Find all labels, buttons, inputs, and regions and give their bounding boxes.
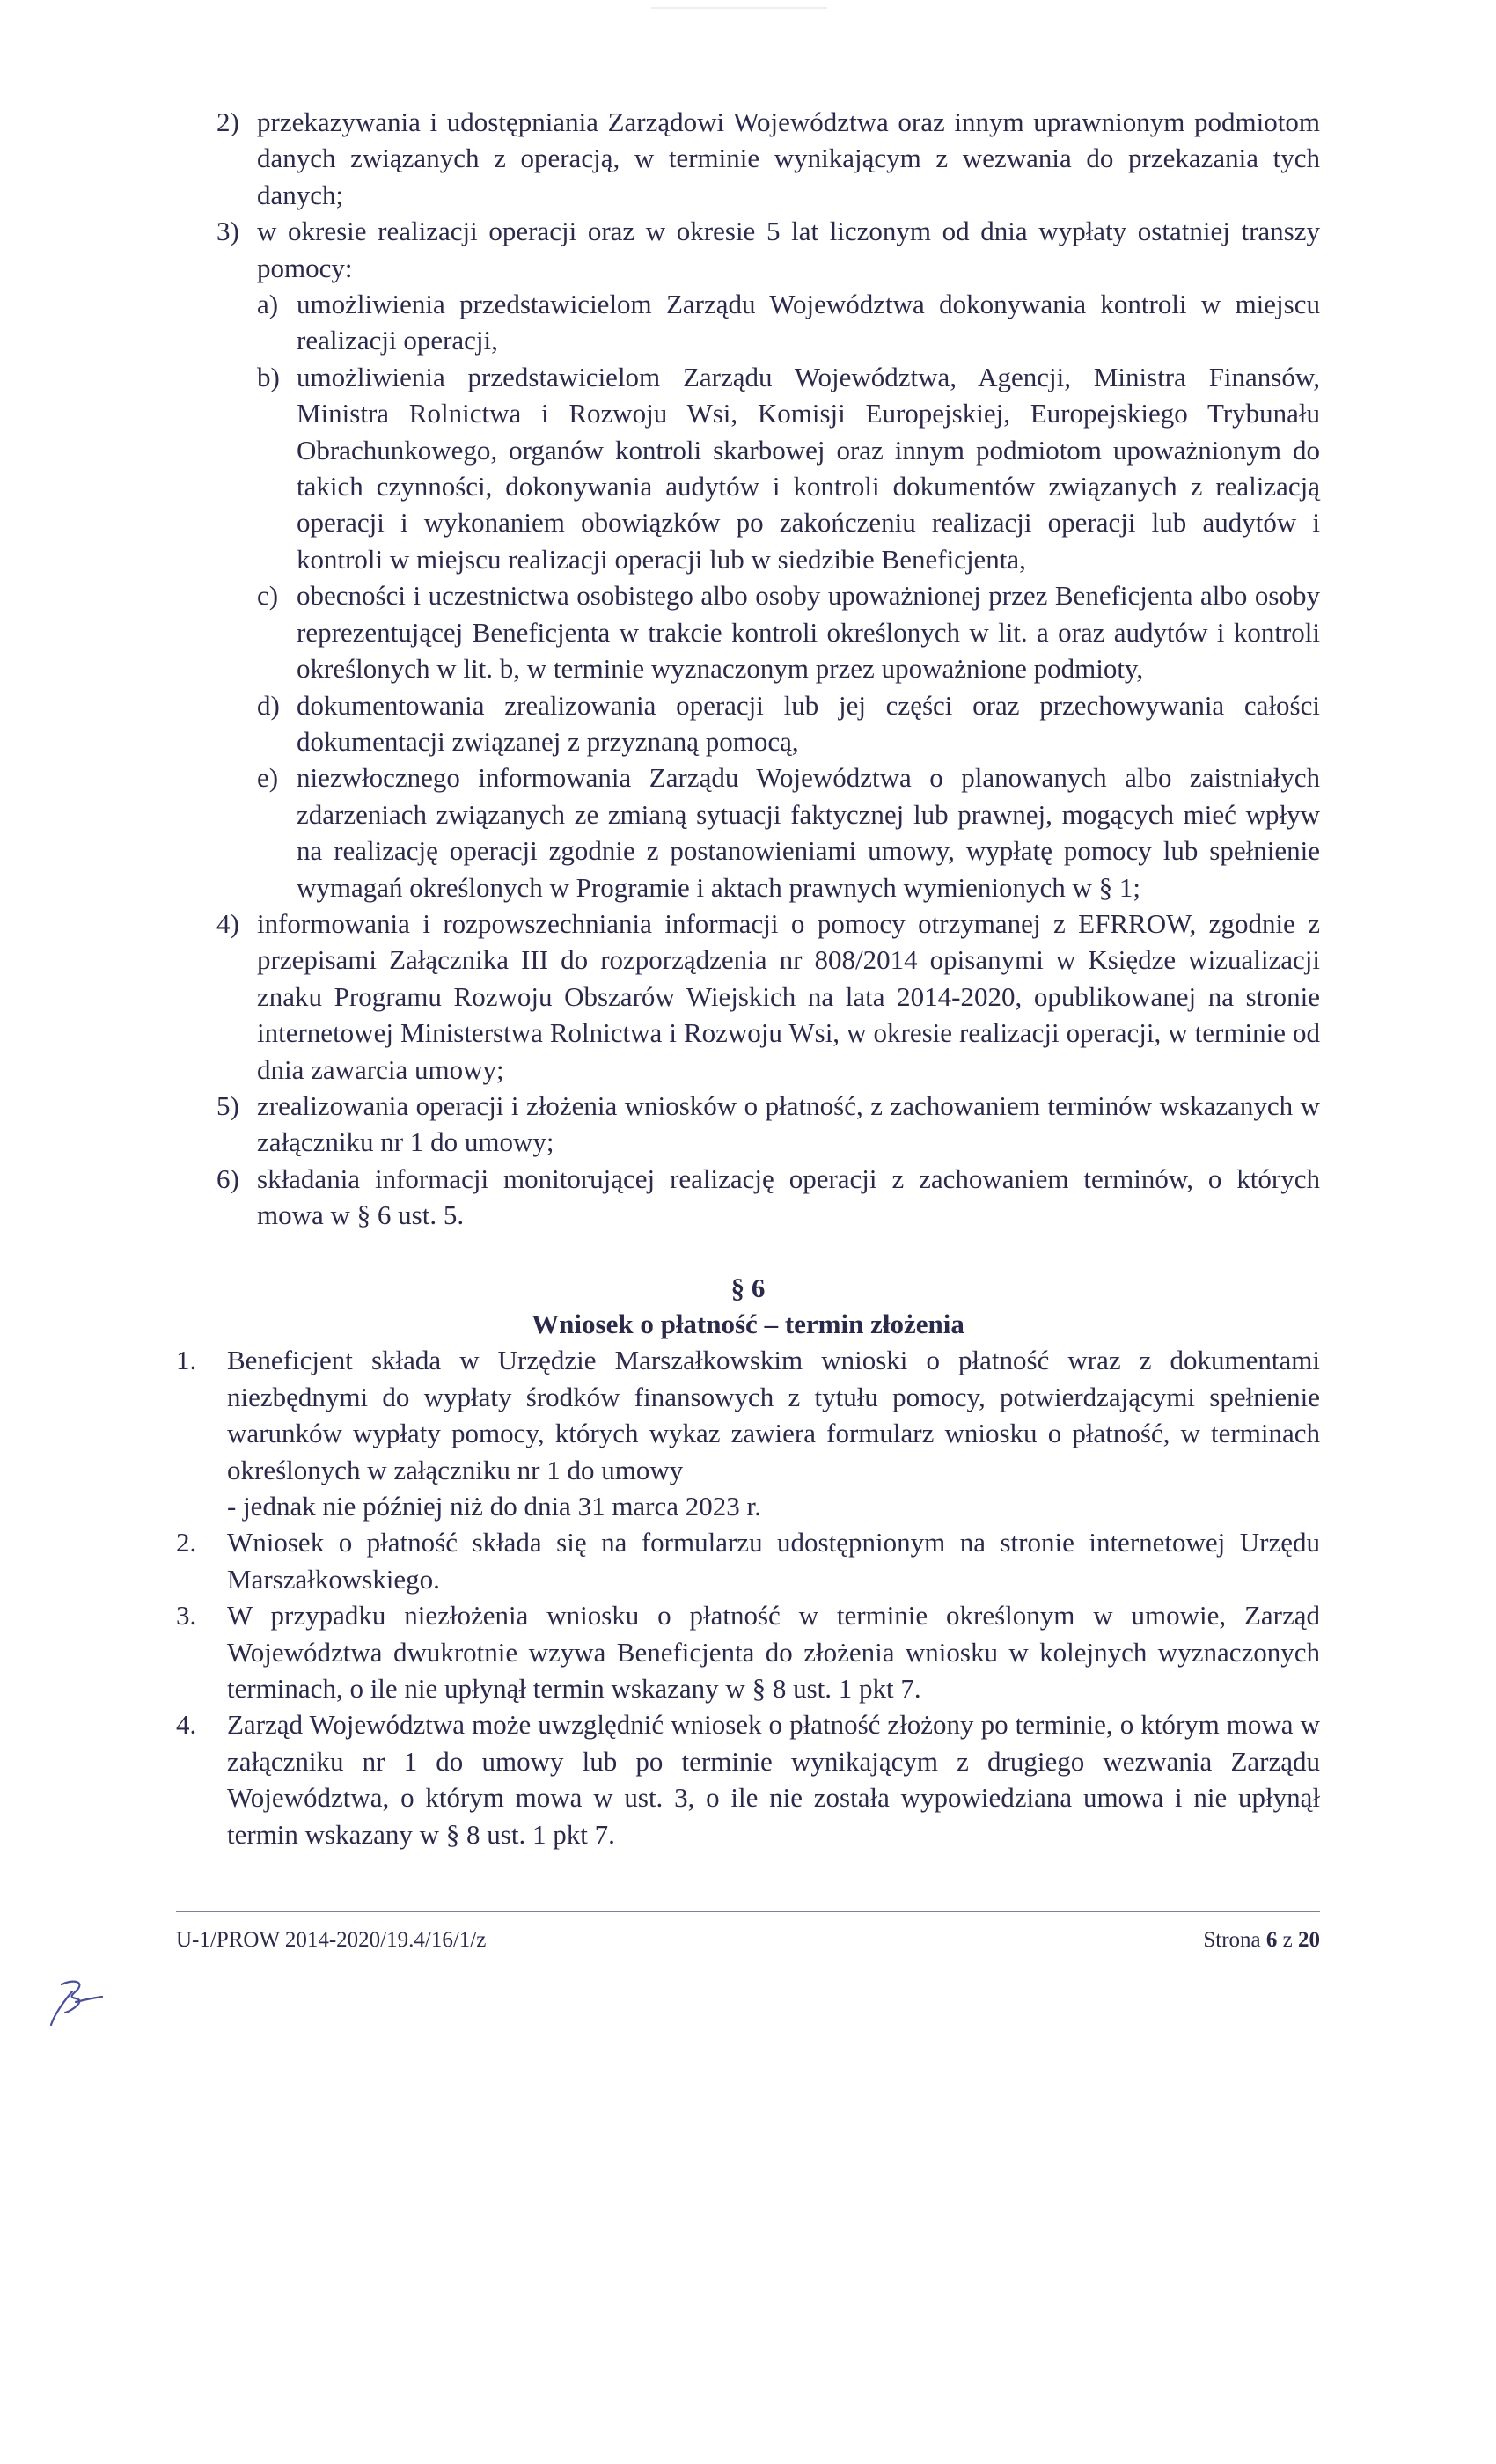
- document-code: U-1/PROW 2014-2020/19.4/16/1/z: [176, 1928, 487, 1952]
- list-text: składania informacji monitorującej realizację operacji z zachowaniem terminów, o których mowa w § 6 ust. 5.: [257, 1162, 1320, 1231]
- list-text: przekazywania i udostępniania Zarządowi Województwa oraz innym uprawnionym podmiotom danych związanych z operacją, w terminie wynikającym z wezwania do przekazania tych danych;: [257, 106, 1320, 210]
- list-text: umożliwienia przedstawicielom Zarządu Województwa, Agencji, Ministra Finansów, Ministra Rolnictwa i Rozwoju Wsi, Komisji Europejskiej, Europejskiego Trybunału Obrachunkowego, organów kontroli skarbowej oraz innym podmiotom upoważnionym do takich czynności, dokonywania audytów i kontroli dokumentów związanych z realizacją operacji i wykonaniem obowiązków po zakończeniu realizacji operacji lub audytów i kontroli w miejscu realizacji operacji lub w siedzibie Beneficjenta,: [297, 361, 1320, 575]
- paragraph-marker: 4.: [176, 1709, 197, 1741]
- paragraph-item: [176, 1524, 1320, 1597]
- paragraph-marker: 2.: [176, 1527, 197, 1558]
- paragraph-text: W przypadku niezłożenia wniosku o płatność w terminie określonym w umowie, Zarząd Województwa dwukrotnie wzywa Beneficjenta do złożenia wniosku w kolejnych wyznaczonych terminach, o ile nie upłynął termin wskazany w § 8 ust. 1 pkt 7.: [227, 1600, 1320, 1705]
- list-marker: 3): [216, 216, 239, 247]
- current-page: 6: [1265, 1928, 1278, 1952]
- list-marker: e): [257, 762, 279, 794]
- sub-list-item: [257, 687, 1320, 760]
- paragraph-item: [176, 1597, 1320, 1706]
- paragraph-item: [176, 1706, 1320, 1852]
- list-marker: 2): [216, 106, 239, 137]
- list-text: zrealizowania operacji i złożenia wniosków o płatność, z zachowaniem terminów wskazanych w załączniku nr 1 do umowy;: [257, 1089, 1320, 1158]
- paragraph-marker: 3.: [176, 1600, 197, 1632]
- paragraph-text: Zarząd Województwa może uwzględnić wniosek o płatność złożony po terminie, o którym mowa w załączniku nr 1 do umowy lub po terminie wynikającym z drugiego wezwania Zarządu Województwa, o którym mowa w ust. 3, o ile nie została wypowiedziana umowa i nie upłynął termin wskazany w § 8 ust. 1 pkt 7.: [227, 1709, 1320, 1850]
- paragraph-text: [227, 1342, 1320, 1524]
- page-footer: [176, 1911, 1320, 1953]
- section-symbol: § 6: [730, 1272, 766, 1303]
- list-marker: d): [257, 689, 280, 721]
- paragraph-main: Beneficjent składa w Urzędzie Marszałkowskim wnioski o płatność wraz z dokumentami niezbędnymi do wypłaty środków finansowych z tytułu pomocy, potwierdzającymi spełnienie warunków wypłaty pomocy, których wykaz zawiera formularz wniosku o płatność, w terminach określonych w załączniku nr 1 do umowy: [227, 1345, 1320, 1485]
- paragraph-item: [176, 1342, 1320, 1524]
- sub-list-item: [257, 359, 1320, 577]
- page-of: z: [1282, 1928, 1293, 1952]
- list-text: niezwłocznego informowania Zarządu Województwa o planowanych albo zaistniałych zdarzeniach związanych ze zmianą sytuacji faktycznej lub prawnej, mogących mieć wpływ na realizację operacji zgodnie z postanowieniami umowy, wypłatę pomocy lub spełnienie wymagań określonych w Programie i aktach prawnych wymienionych w § 1;: [297, 762, 1320, 903]
- total-pages: 20: [1298, 1928, 1320, 1952]
- list-marker: 5): [216, 1089, 239, 1121]
- list-item: [216, 213, 1320, 286]
- section-heading: [176, 1270, 1320, 1343]
- list-marker: c): [257, 580, 279, 612]
- list-item: [216, 104, 1320, 213]
- list-item: [216, 1088, 1320, 1161]
- list-item: [216, 1161, 1320, 1234]
- document-body: [176, 104, 1320, 1852]
- page-number: [1203, 1928, 1320, 1953]
- list-text: dokumentowania zrealizowania operacji lub jej części oraz przechowywania całości dokumentacji związanej z przyznaną pomocą,: [297, 689, 1320, 757]
- handwritten-initials: [46, 1976, 107, 2030]
- list-item: [216, 906, 1320, 1088]
- paragraph-marker: 1.: [176, 1345, 197, 1376]
- list-text: informowania i rozpowszechniania informacji o pomocy otrzymanej z EFRROW, zgodnie z przepisami Załącznika III do rozporządzenia nr 808/2014 opisanymi w Księdze wizualizacji znaku Programu Rozwoju Obszarów Wiejskich na lata 2014-2020, opublikowanej na stronie internetowej Ministerstwa Rolnictwa i Rozwoju Wsi, w okresie realizacji operacji, w terminie od dnia zawarcia umowy;: [257, 907, 1320, 1085]
- list-text: w okresie realizacji operacji oraz w okresie 5 lat liczonym od dnia wypłaty ostatniej transzy pomocy:: [257, 216, 1320, 283]
- list-marker: b): [257, 361, 280, 392]
- paragraph-deadline: - jednak nie później niż do dnia 31 marca 2023 r.: [227, 1491, 761, 1522]
- page-word: Strona: [1203, 1928, 1261, 1952]
- sub-list-item: [257, 759, 1320, 906]
- sub-list-item: [257, 286, 1320, 359]
- list-text: umożliwienia przedstawicielom Zarządu Województwa dokonywania kontroli w miejscu realizacji operacji,: [297, 289, 1320, 356]
- section-title: Wniosek o płatność – termin złożenia: [532, 1309, 964, 1339]
- list-text: obecności i uczestnictwa osobistego albo osoby upoważnionej przez Beneficjenta albo osoby reprezentującej Beneficjenta w trakcie kontroli określonych w lit. a oraz audytów i kontroli określonych w lit. b, w terminie wyznaczonym przez upoważnione podmioty,: [297, 580, 1320, 685]
- sub-list-item: [257, 577, 1320, 686]
- list-marker: a): [257, 289, 279, 320]
- scan-mark: [651, 7, 827, 9]
- list-marker: 6): [216, 1162, 239, 1194]
- paragraph-text: Wniosek o płatność składa się na formularzu udostępnionym na stronie internetowej Urzędu Marszałkowskiego.: [227, 1527, 1320, 1595]
- list-marker: 4): [216, 907, 239, 939]
